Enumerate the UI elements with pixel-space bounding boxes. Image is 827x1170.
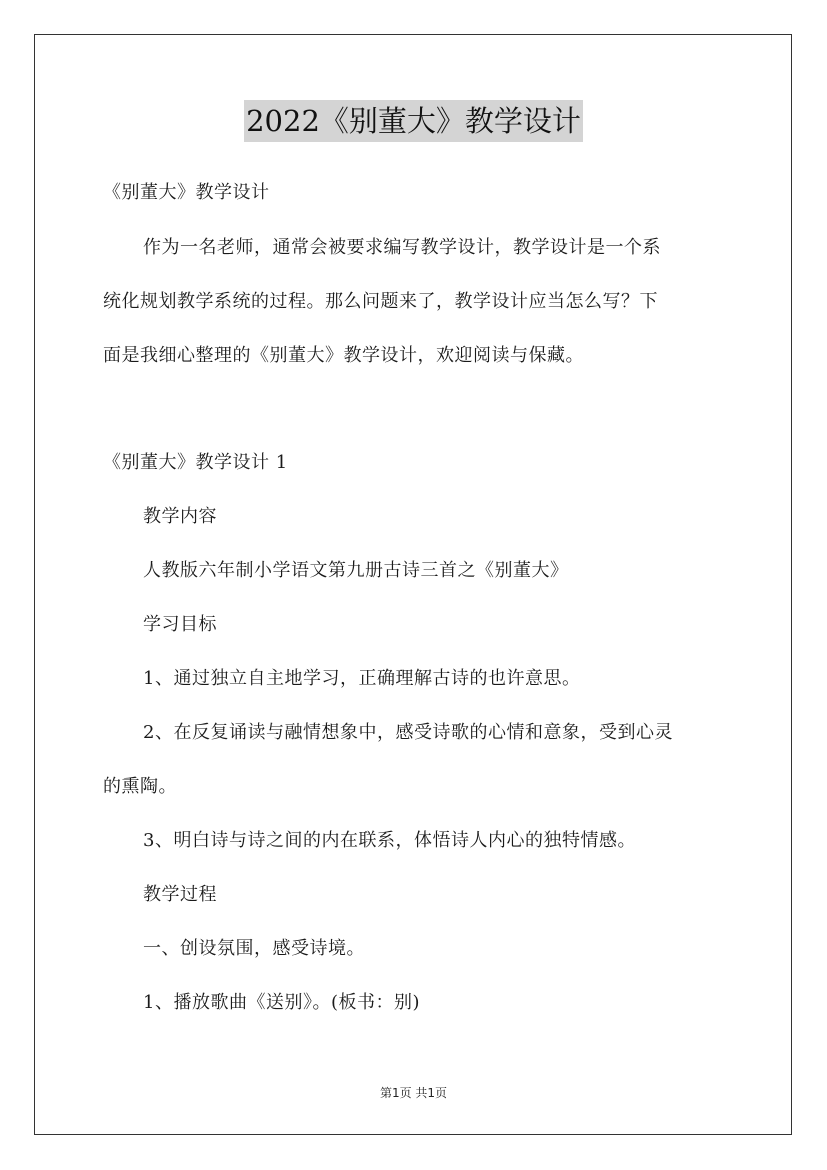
list-item-continuation: 的熏陶。 <box>103 776 177 797</box>
subheading: 教学过程 <box>143 884 217 905</box>
section-heading: 《别董大》教学设计 <box>103 182 270 203</box>
list-item: 1、通过独立自主地学习，正确理解古诗的也许意思。 <box>143 668 581 689</box>
paragraph-line: 面是我细心整理的《别董大》教学设计，欢迎阅读与保藏。 <box>103 345 584 366</box>
paragraph-line: 作为一名老师，通常会被要求编写教学设计，教学设计是一个系 <box>143 237 661 258</box>
paragraph-line: 一、创设氛围，感受诗境。 <box>143 938 365 959</box>
page-footer: 第1页 共1页 <box>379 1086 448 1100</box>
title-container <box>0 100 827 142</box>
paragraph-line: 统化规划教学系统的过程。那么问题来了，教学设计应当怎么写？下 <box>103 291 658 312</box>
subheading: 教学内容 <box>143 506 217 527</box>
list-item: 3、明白诗与诗之间的内在联系，体悟诗人内心的独特情感。 <box>143 830 636 851</box>
document-title: 2022《别董大》教学设计 <box>244 100 583 142</box>
paragraph-line: 人教版六年制小学语文第九册古诗三首之《别董大》 <box>143 560 569 581</box>
subheading: 学习目标 <box>143 614 217 635</box>
section-heading: 《别董大》教学设计 1 <box>103 452 288 473</box>
list-item: 1、播放歌曲《送别》。(板书：别) <box>143 992 420 1013</box>
list-item: 2、在反复诵读与融情想象中，感受诗歌的心情和意象，受到心灵 <box>143 722 673 743</box>
